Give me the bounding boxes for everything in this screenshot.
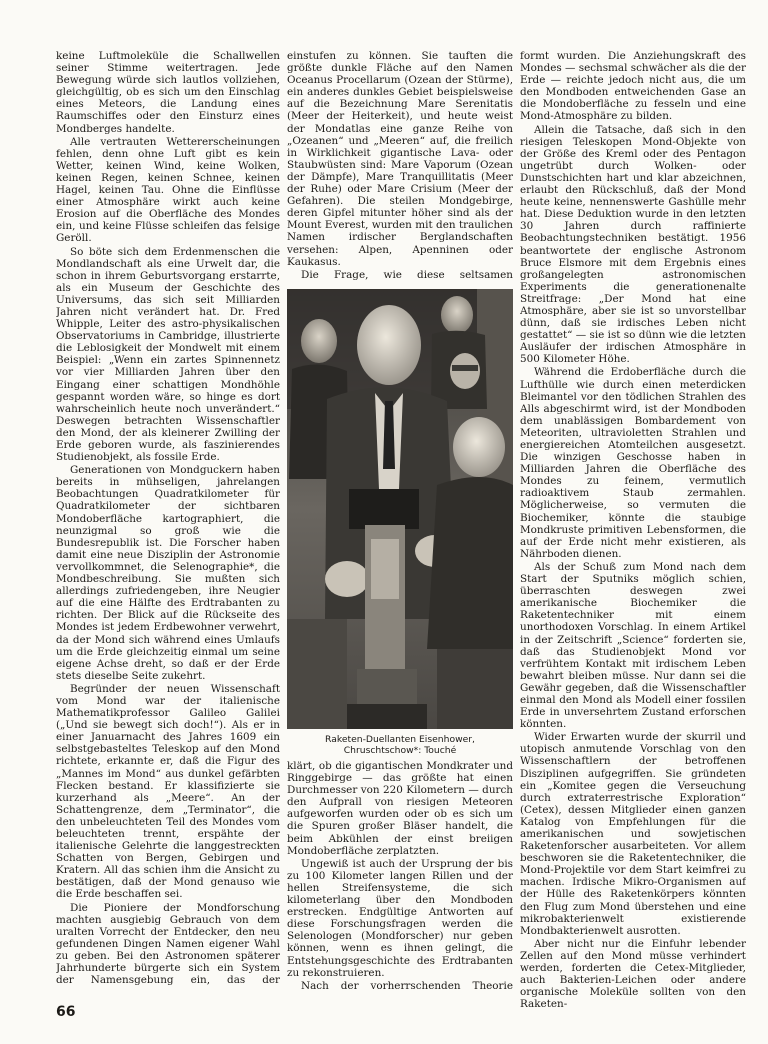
paragraph: klärt, ob die gigantischen Mondkrater und Ringgebirge — das größte hat einen Durchmesser von 220 Kilometern — durch den Aufprall von riesigen Meteoren aufgeworfen wurden oder ob es sich um die Spuren großer Bläser handelt, die beim Abkühlen der einst breiigen Mondoberfläche zerplatzten. [287,760,513,857]
paragraph: Die Frage, wie diese seltsamen [301,268,513,281]
paragraph: formt wurden. Die Anziehungskraft des Mondes — sechsmal schwächer als die der Erde — reichte jedoch nicht aus, die um den Mondboden entweichenden Gase an die Mondoberfläche zu fesseln und eine Mond-Atmosphäre zu bilden. [520,50,746,123]
photo-caption: Raketen-Duellanten Eisenhower, Chruschtschow*: Touché [325,734,475,756]
paragraph: So böte sich dem Erdenmenschen die Mondlandschaft als eine Urwelt dar, die schon in ihrem Geburtsvorgang erstarrte, als ein Museum der Geschichte des Universums, das sich seit Milliarden Jahren nicht verändert hat. Dr. Fred Whipple, Leiter des astro-physikalischen Observatoriums in Cambridge, illustrierte die Leblosigkeit der Mondwelt mit einem Beispiel: „Wenn ein zartes Spinnennetz vor vier Milliarden Jahren über den Eingang einer schattigen Mondhöhle gespannt worden wäre, so hinge es dort wahrscheinlich heute noch unverändert.“ Deswegen betrachten Wissenschaftler den Mond, der als kleinerer Zwilling der Erde geboren wurde, als faszinierendes Studienobjekt, als fossile Erde. [56,245,280,464]
paragraph: Ungewiß ist auch der Ursprung der bis zu 100 Kilometer langen Rillen und der hellen Streifensysteme, die sich kilometerlang über den Mondboden erstrecken. Endgültige Antworten auf diese Forschungsfragen werden die Selenologen (Mondforscher) nur geben können, wenn es ihnen gelingt, die Entstehungsgeschichte des Erdtrabanten zu rekonstruieren. [287,857,513,979]
page-number: 66 [56,1004,76,1020]
text-column-left [56,50,280,985]
paragraph: Alle vertrauten Wettererscheinungen fehlen, denn ohne Luft gibt es kein Wetter, keinen Wind, keine Wolken, keinen Regen, keinen Schnee, keinen Hagel, keinen Tau. Ohne die Einflüsse einer Atmosphäre wirkt auch keine Erosion auf die Oberfläche des Mondes ein, und keine Flüsse schleifen das felsige Geröll. [56,135,280,245]
paragraph: Nach der vorherrschenden Theorie [301,979,513,990]
paragraph: keine Luftmoleküle die Schallwellen seiner Stimme weitertragen. Jede Bewegung würde sich lautlos vollziehen, gleichgültig, ob es sich um den Einschlag eines Meteors, die Landung eines Raumschiffes oder den Einsturz eines Mondberges handelte. [56,50,280,135]
paragraph: Wider Erwarten wurde der skurril und utopisch anmutende Vorschlag von den Wissenschaftlern der betroffenen Disziplinen aufgegriffen. Sie gründeten ein „Komitee gegen die Verseuchung durch extraterrestrische Exploration“ (Cetex), dessen Mitglieder einen ganzen Katalog von Empfehlungen für die amerikanischen und sowjetischen Raketenforscher ausarbeiteten. Vor allem beschworen sie die Raketentechniker, die Mond-Projektile vor dem Start keimfrei zu machen. Irdische Mikro-Organismen auf der Hülle des Raketenkörpers könnten den Flug zum Mond überstehen und eine mikrobakterienwelt existierende Mondbakterienwelt ausrotten. [520,731,746,937]
paragraph: Generationen von Mondguckern haben bereits in mühseligen, jahrelangen Beobachtungen Quadratkilometer für Quadratkilometer der sichtbaren Mondoberfläche kartographiert, die neunzigmal so groß wie die Bundesrepublik ist. Die Forscher haben damit eine neue Disziplin der Astronomie vervollkommnet, die Selenographie*, die Mondbeschreibung. Sie mußten sich allerdings zufriedengeben, ihre Neugier auf die eine Hälfte des Erdtrabanten zu richten. Der Blick auf die Rückseite des Mondes ist jedem Erdbewohner verwehrt, da der Mond sich während eines Umlaufs um die Erde gleichzeitig einmal um seine eigene Achse dreht, so daß er der Erde stets dieselbe Seite zukehrt. [56,464,280,682]
paragraph: Als der Schuß zum Mond nach dem Start der Sputniks möglich schien, überraschten deswegen zwei amerikanische Biochemiker die Raketentechniker mit einem unorthodoxen Vorschlag. In einem Artikel in der Zeitschrift „Science“ forderten sie, daß das Studienobjekt Mond vor verfrühtem Kontakt mit irdischem Leben bewahrt bleiben müsse. Nur dann sei die Gewähr gegeben, daß die Wissenschaftler einmal den Mond als Modell einer fossilen Erde in unversehrtem Zustand erforschen könnten. [520,560,746,731]
paragraph: Die Pioniere der Mondforschung machten ausgiebig Gebrauch von dem uralten Vorrecht der Entdecker, den neu gefundenen Dingen Namen eigener Wahl zu geben. Bei den Astronomen späterer Jahrhunderte bürgerte sich ein System der Namensgebung ein, das der [56,901,280,985]
paragraph: einstufen zu können. Sie tauften die größte dunkle Fläche auf den Namen Oceanus Procellarum (Ozean der Stürme), ein anderes dunkles Gebiet beispielsweise auf die Bezeichnung Mare Serenitatis (Meer der Heiterkeit), und heute weist der Mondatlas eine ganze Reihe von „Ozeanen“ und „Meeren“ auf, die freilich in Wirklichkeit gigantische Lava- oder Staubwüsten sind: Mare Vaporum (Ozean der Dämpfe), Mare Tranquillitatis (Meer der Ruhe) oder Mare Crisium (Meer der Gefahren). Die steilen Mondgebirge, deren Gipfel mitunter höher sind als der Mount Everest, wurden mit den traulichen Namen irdischer Berglandschaften versehen: Alpen, Apenninen oder Kaukasus. [287,50,513,268]
text-column-middle-top [287,50,513,282]
text-column-middle-bottom [287,760,513,990]
text-column-right [520,50,746,1015]
paragraph: Während die Erdoberfläche durch die Lufthülle wie durch einen meterdicken Bleimantel vor den tödlichen Strahlen des Alls abgeschirmt wird, ist der Mondboden dem unablässigen Bombardement von Meteoriten, ultravioletten Strahlen und energiereichen Atomteilchen ausgesetzt. Die winzigen Geschosse haben in Milliarden Jahren die Oberfläche des Mondes zu feinem, vermutlich radioaktivem Staub zermahlen. Möglicherweise, so vermuten die Biochemiker, könnte die staubige Mondkruste primitiven Lebensformen, die auf der Erde nicht mehr existieren, als Nährboden dienen. [520,366,746,560]
press-photo [287,289,513,729]
paragraph: Begründer der neuen Wissenschaft vom Mond war der italienische Mathematikprofessor Galileo Galilei („Und sie bewegt sich doch!“). Als er in einer Januarnacht des Jahres 1609 ein selbstgebasteltes Teleskop auf den Mond richtete, erkannte er, daß die Figur des „Mannes im Mond“ aus dunkel gefärbten Flecken bestand. Er klassifizierte sie kurzerhand als „Meere“. An der Schattengrenze, dem „Terminator“, die den unbeleuchteten Teil des Mondes vom beleuchteten trennt, erspähte der italienische Gelehrte die langgestreckten Schatten von Bergen, Gebirgen und Kratern. All das schien ihm die Ansicht zu bestätigen, daß der Mond genauso wie die Erde beschaffen sei. [56,682,280,901]
paragraph: Allein die Tatsache, daß sich in den riesigen Teleskopen Mond-Objekte von der Größe des Kreml oder des Pentagon ungetrübt durch Wolken- oder Dunstschichten hart und klar abzeichnen, erlaubt den Rückschluß, daß der Mond heute keine, nennenswerte Gashülle mehr hat. Diese Deduktion wurde in den letzten 30 Jahren durch raffinierte Beobachtungstechniken bestätigt. 1956 beantwortete der englische Astronom Bruce Elsmore mit dem Ergebnis eines großangelegten astronomischen Experiments die generationenalte Streitfrage: „Der Mond hat eine Atmosphäre, aber sie ist so unvorstellbar dünn, daß sie irdisches Leben nicht gestattet“ — sie ist so dünn wie die letzten Ausläufer der irdischen Atmosphäre in 500 Kilometer Höhe. [520,123,746,366]
photo-eisenhower-khrushchev [287,289,513,729]
paragraph: Aber nicht nur die Einfuhr lebender Zellen auf den Mond müsse verhindert werden, forderten die Cetex-Mitglieder, auch Bakterien-Leichen oder andere organische Moleküle sollten von den Raketen- [520,937,746,1011]
